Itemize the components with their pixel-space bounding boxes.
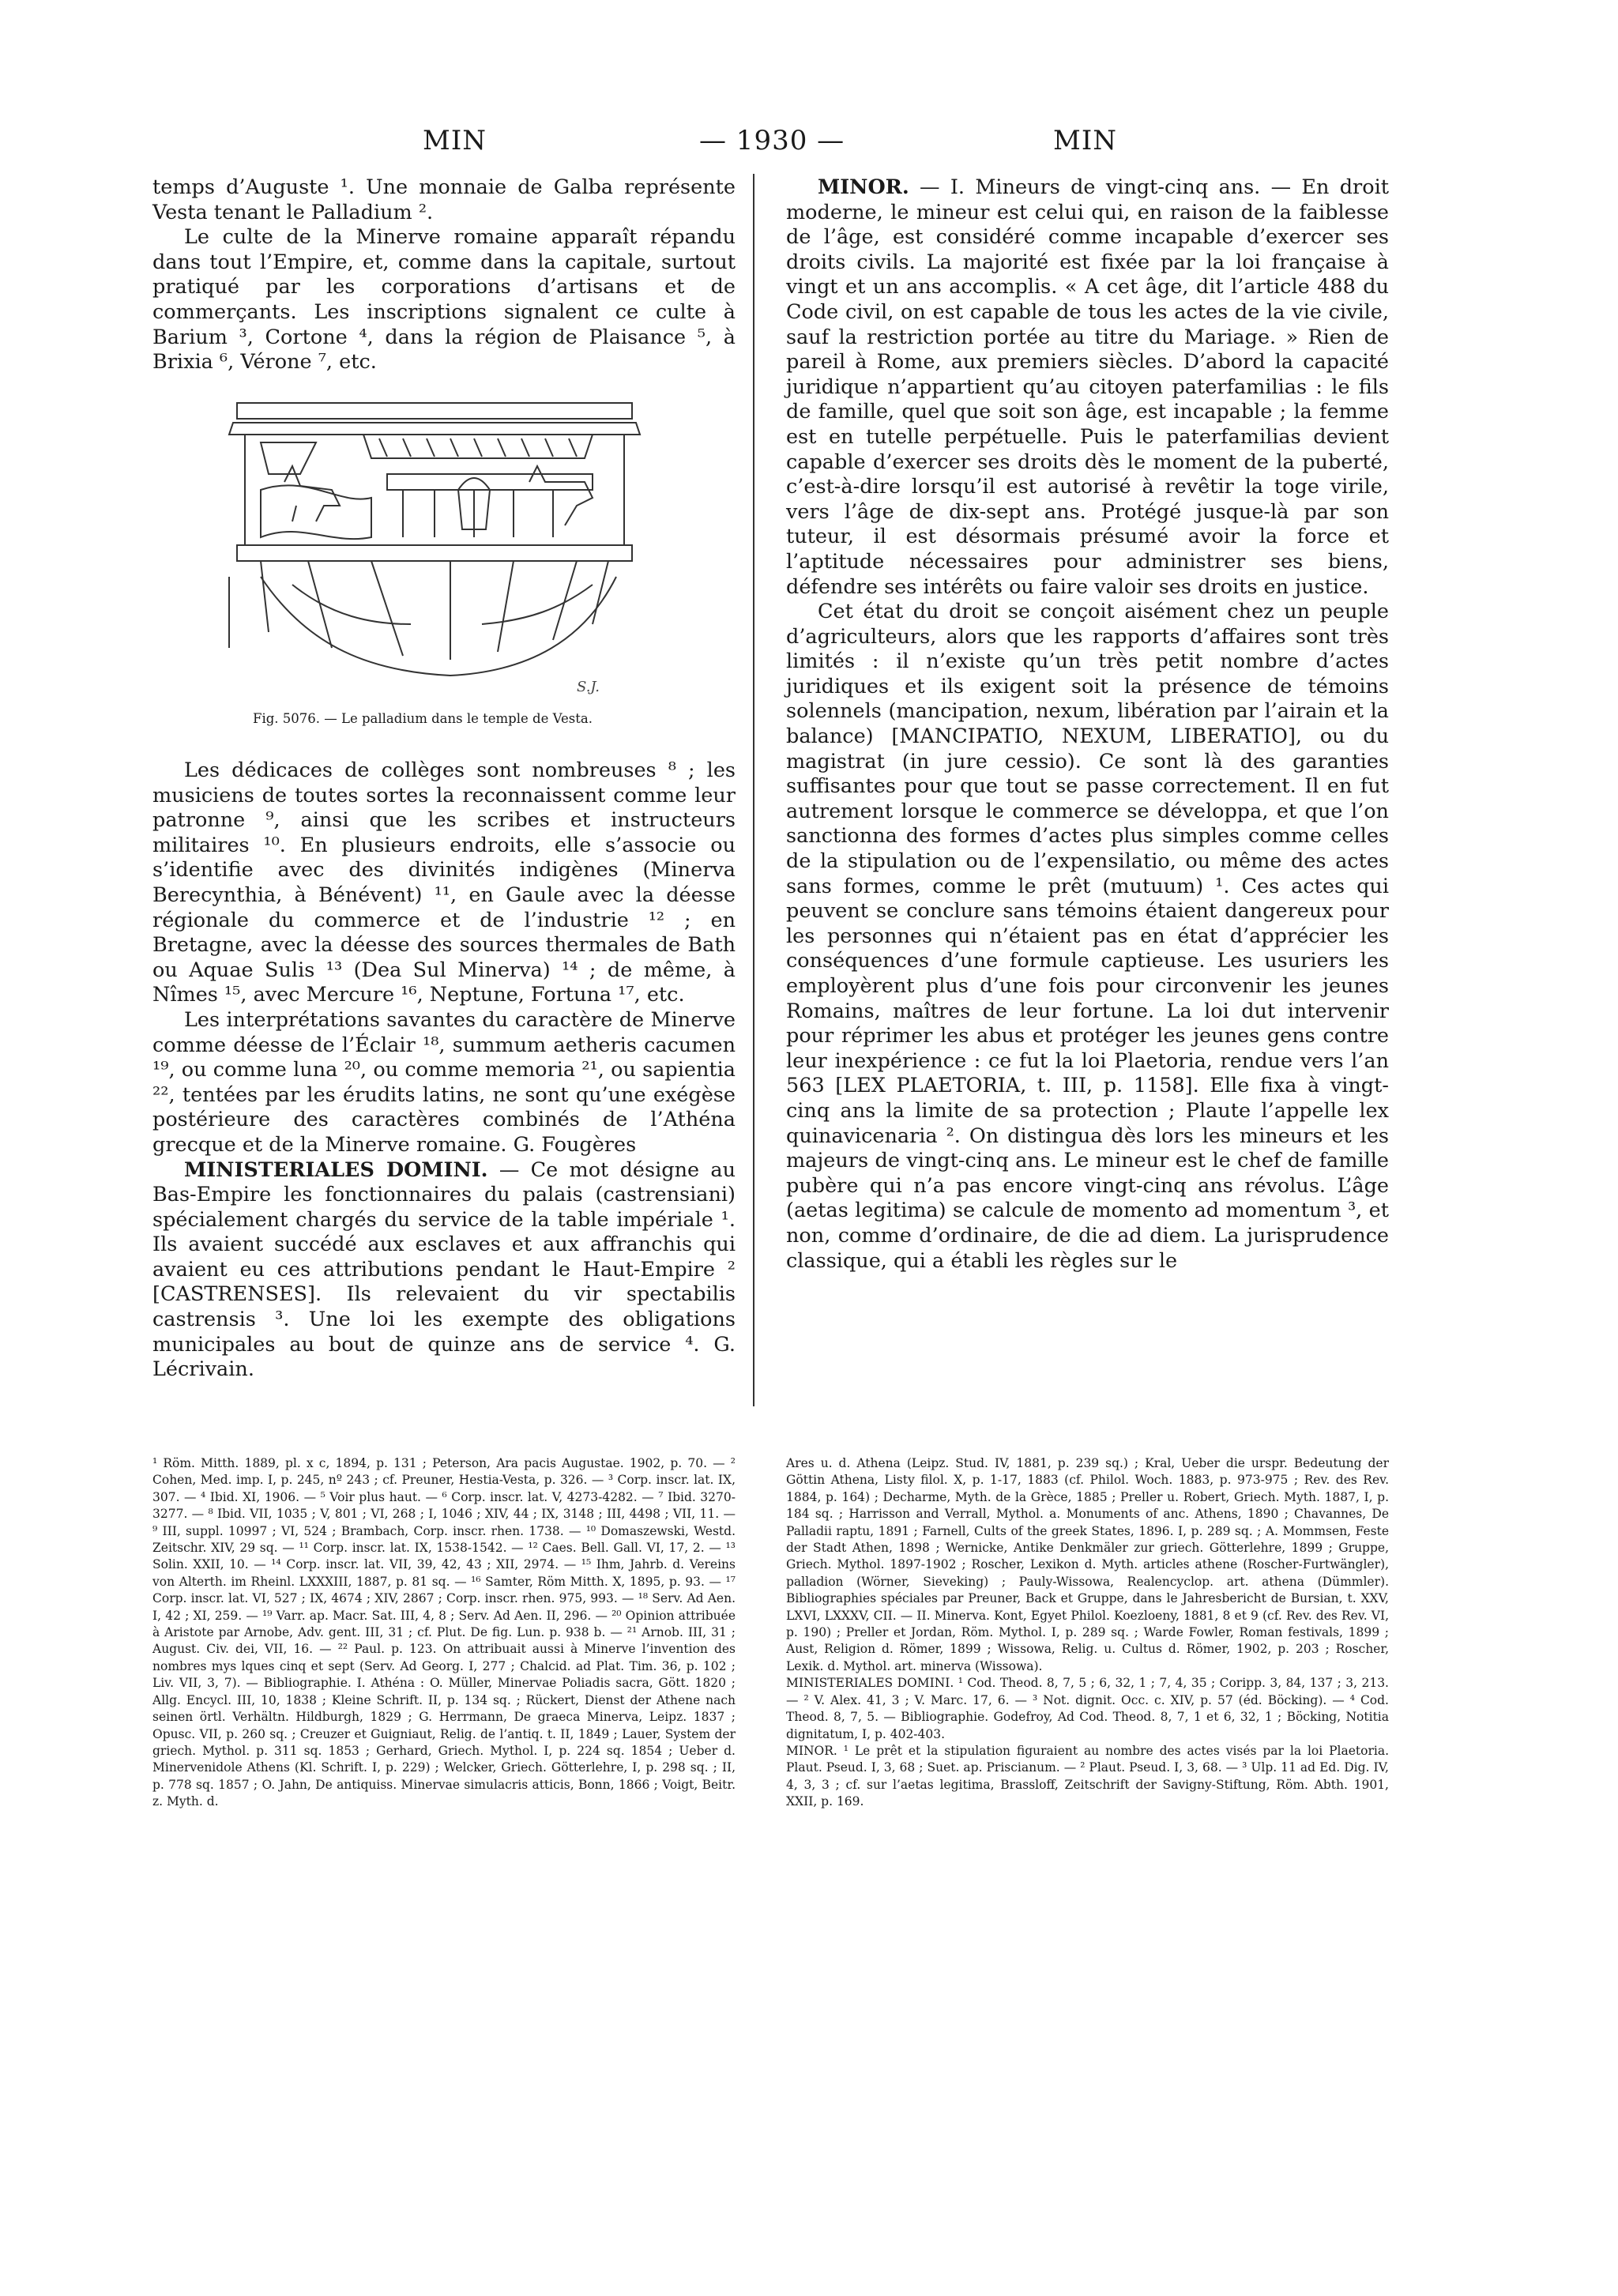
footnotes-left <box>152 1455 736 1811</box>
minor-entry <box>786 175 1389 600</box>
signature-mark: S.J. <box>577 679 600 695</box>
right-column <box>786 175 1389 1274</box>
footnotes-right <box>786 1455 1389 1811</box>
column-divider <box>753 174 754 1406</box>
footnote-block: ¹ Röm. Mitth. 1889, pl. x c, 1894, p. 131 ; Peterson, Ara pacis Augustae. 1902, p. 70. — ² Cohen, Med. imp. I, p. 245, nº 243 ; cf. Preuner, Hestia-Vesta, p. 326. — ³ Corp. inscr. lat. IX, 307. — ⁴ Ibid. XI, 1906. — ⁵ Voir plus haut. — ⁶ Corp. inscr. lat. V, 4273-4282. — ⁷ Ibid. 3270-3277. — ⁸ Ibid. VII, 1035 ; V, 801 ; VI, 268 ; I, 1046 ; XIV, 44 ; IX, 3148 ; III, 4498 ; VII, 11. — ⁹ III, suppl. 10997 ; VI, 524 ; Brambach, Corp. inscr. rhen. 1738. — ¹⁰ Domaszewski, Westd. Zeitschr. XIV, 29 sq. — ¹¹ Corp. inscr. lat. IX, 1538-1542. — ¹² Caes. Bell. Gall. VI, 17, 2. — ¹³ Solin. XXII, 10. — ¹⁴ Corp. inscr. lat. VII, 39, 42, 43 ; XII, 2974. — ¹⁵ Ihm, Jahrb. d. Vereins von Alterth. im Rheinl. LXXXIII, 1887, p. 81 sq. — ¹⁶ Samter, Röm Mitth. X, 1895, p. 93. — ¹⁷ Corp. inscr. lat. VI, 527 ; IX, 4674 ; XIV, 2867 ; Corp. inscr. rhen. 975, 993. — ¹⁸ Serv. Ad Aen. I, 42 ; XI, 259. — ¹⁹ Varr. ap. Macr. Sat. III, 4, 8 ; Serv. Ad Aen. II, 296. — ²⁰ Opinion attribuée à Aristote par Arnobe, Adv. gent. III, 31 ; cf. Plut. De fig. Lun. p. 938 b. — ²¹ Arnob. III, 31 ; August. Civ. dei, VII, 16. — ²² Paul. p. 123. On attribuait aussi à Minerve l’invention des nombres mys lques cinq et sept (Serv. Ad Georg. I, 277 ; Chalcid. ad Plat. Tim. 36, p. 102 ; Liv. VII, 3, 7). — Bibliographie. I. Athéna : O. Müller, Minervae Poliadis sacra, Gött. 1820 ; Allg. Encycl. III, 10, 1838 ; Kleine Schrift. II, p. 134 sq. ; Rückert, Dienst der Athene nach seinen örtl. Verhältn. Hildburgh, 1829 ; G. Herrmann, De graeca Minerva, Leipz. 1837 ; Opusc. VII, p. 260 sq. ; Creuzer et Guigniaut, Relig. de l’antiq. t. II, 1849 ; Lauer, System der griech. Mythol. p. 311 sq. 1853 ; Gerhard, Griech. Mythol. I, p. 224 sq. 1854 ; Ueber d. Minervenidole Athens (Kl. Schrift. I, p. 229) ; Welcker, Griech. Götterlehre, I, p. 298 sq. ; II, p. 778 sq. 1857 ; O. Jahn, De antiquiss. Minervae simulacris atticis, Bonn, 1866 ; Voigt, Beitr. z. Myth. d. <box>152 1456 736 1809</box>
paragraph: Les interprétations savantes du caractère de Minerve comme déesse de l’Éclair ¹⁸, summum aetheris cacumen ¹⁹, ou comme luna ²⁰, ou comme memoria ²¹, ou sapientia ²², tentées par les érudits latins, ne sont qu’une exégèse postérieure des caractères combinés de l’Athéna grecque et de la Minerve romaine. G. Fougères <box>152 1007 736 1157</box>
page-number: — 1930 — <box>699 125 845 156</box>
figure-caption: Fig. 5076. — Le palladium dans le temple de Vesta. <box>253 711 593 726</box>
running-head-left: MIN <box>423 125 487 156</box>
footnote-block: MINISTERIALES DOMINI. ¹ Cod. Theod. 8, 7, 5 ; 6, 32, 1 ; 7, 4, 35 ; Coripp. 3, 84, 137 ; 3, 213. — ² V. Alex. 41, 3 ; V. Marc. 17, 6. — ³ Not. dignit. Occ. c. XIV, p. 57 (éd. Böcking). — ⁴ Cod. Theod. 8, 7, 5. — Bibliographie. Godefroy, Ad Cod. Theod. 8, 7, 1 et 6, 32, 1 ; Böcking, Notitia dignitatum, I, p. 402-403. <box>786 1676 1389 1741</box>
ministeriales-entry <box>152 1158 736 1383</box>
footnote-block: Ares u. d. Athena (Leipz. Stud. IV, 1881, p. 239 sq.) ; Kral, Ueber die urspr. Bedeutung der Göttin Athena, Listy filol. X, p. 1-17, 1883 (cf. Philol. Woch. 1883, p. 973-975 ; Rev. des Rev. 1884, p. 164) ; Decharme, Myth. de la Grèce, 1885 ; Preller u. Robert, Griech. Myth. 1887, I, p. 184 sq. ; Harrisson and Verrall, Mythol. a. Monuments of anc. Athens, 1890 ; Chavannes, De Palladii raptu, 1891 ; Farnell, Cults of the greek States, 1896. I, p. 289 sq. ; A. Mommsen, Feste der Stadt Athen, 1898 ; Wernicke, Antike Denkmäler zur griech. Götterlehre, 1899 ; Gruppe, Griech. Mythol. 1897-1902 ; Roscher, Lexikon d. Myth. articles athene (Roscher-Furtwängler), palladion (Wörner, Sieveking) ; Pauly-Wissowa, Realencyclop. art. athena (Dümmler). Bibliographies spéciales par Preuner, Back et Gruppe, dans le Jahresbericht de Bursian, t. XXV, LXVI, LXXXV, CII. — II. Minerva. Kont, Egyet Philol. Koezloeny, 1881, 8 et 9 (cf. Rev. des Rev. VI, p. 190) ; Preller et Jordan, Röm. Mythol. I, p. 289 sq. ; Warde Fowler, Roman festivals, 1899 ; Aust, Religion d. Römer, 1899 ; Wissowa, Relig. u. Cultus d. Römer, 1902, p. 203 ; Roscher, Lexik. d. Mythol. art. minerva (Wissowa). <box>786 1456 1389 1673</box>
running-head-right: MIN <box>1053 125 1117 156</box>
entry-title: MINOR. <box>818 175 909 199</box>
footnote-block: MINOR. ¹ Le prêt et la stipulation figuraient au nombre des actes visés par la loi Plaetoria. Plaut. Pseud. I, 3, 68 ; Suet. ap. Priscianum. — ² Plaut. Pseud. I, 3, 68. — ³ Ulp. 11 ad Ed. Dig. IV, 4, 3, 3 ; cf. sur l’aetas legitima, Brassloff, Zeitschrift der Savigny-Stiftung, Röm. Abth. 1901, XXII, p. 169. <box>786 1743 1389 1809</box>
paragraph: Cet état du droit se conçoit aisément chez un peuple d’agriculteurs, alors que les rapports d’affaires sont très limités : il n’existe qu’un très petit nombre d’actes juridiques et ils exigent soit la présence de témoins solennels (mancipation, nexum, libération par l’airain et la balance) [MANCIPATIO, NEXUM, LIBERATIO], ou du magistrat (in jure cessio). Ce sont là des garanties suffisantes pour que tout se passe correctement. Il en fut autrement lorsque le commerce se développa, et que l’on sanctionna des formes d’actes plus simples comme celles de la stipulation ou de l’expensilatio, ou même des actes sans formes, comme le prêt (mutuum) ¹. Ces actes qui peuvent se conclure sans témoins étaient dangereux pour les personnes qui n’étaient pas en état d’apprécier les conséquences d’une formule captieuse. Les usuriers les employèrent plus d’une fois pour circonvenir les jeunes Romains, maîtres de leur fortune. La loi dut intervenir pour réprimer les abus et protéger les jeunes gens contre leur inexpérience : ce fut la loi Plaetoria, rendue vers l’an 563 [LEX PLAETORIA, t. III, p. 1158]. Elle fixa à vingt-cinq ans la limite de sa protection ; Plaute l’appelle lex quinavicenaria ². On distingua dès lors les mineurs et les majeurs de vingt-cinq ans. Le mineur est le chef de famille pubère qui n’a pas encore vingt-cinq ans révolus. L’âge (aetas legitima) se calcule de momento ad momentum ³, et non, comme d’ordinaire, de die ad diem. La jurisprudence classique, qui a établi les règles sur le <box>786 600 1389 1273</box>
entry-text: — I. Mineurs de vingt-cinq ans. — En droit moderne, le mineur est celui qui, en raison de la faiblesse de l’âge, est considéré comme incapable d’exercer ses droits civils. La majorité est fixée par la loi française à vingt et un ans accomplis. « A cet âge, dit l’article 488 du Code civil, on est capable de tous les actes de la vie civile, sauf la restriction portée au titre du Mariage. » Rien de pareil à Rome, aux premiers siècles. D’abord la capacité juridique n’appartient qu’au citoyen paterfamilias : le fils de famille, quel que soit son âge, est incapable ; la femme est en tutelle perpétuelle. Puis le paterfamilias devient capable d’exercer ses droits dès le moment de la puberté, c’est-à-dire lorsqu’il est autorisé à revêtir la toge virile, vers l’âge de dix-sept ans. Protégé jusque-là par son tuteur, il est désormais présumé avoir la force et l’aptitude nécessaires pour administrer ses biens, défendre ses intérêts ou faire valoir ses droits en justice. <box>786 175 1389 599</box>
left-column-top <box>152 175 736 375</box>
left-column-bottom <box>152 758 736 1383</box>
paragraph: temps d’Auguste ¹. Une monnaie de Galba représente Vesta tenant le Palladium ². <box>152 175 736 224</box>
paragraph: Le culte de la Minerve romaine apparaît répandu dans tout l’Empire, et, comme dans la capitale, surtout pratiqué par les corporations d’artisans et de commerçants. Les inscriptions signalent ce culte à Barium ³, Cortone ⁴, dans la région de Plaisance ⁵, à Brixia ⁶, Vérone ⁷, etc. <box>152 225 736 375</box>
paragraph: Les dédicaces de collèges sont nombreuses ⁸ ; les musiciens de toutes sortes la reconnaissent comme leur patronne ⁹, ainsi que les scribes et instructeurs militaires ¹⁰. En plusieurs endroits, elle s’associe ou s’identifie avec des divinités indigènes (Minerva Berecynthia, à Bénévent) ¹¹, en Gaule avec la déesse régionale du commerce et de l’industrie ¹² ; en Bretagne, avec la déesse des sources thermales de Bath ou Aquae Sulis ¹³ (Dea Sul Minerva) ¹⁴ ; de même, à Nîmes ¹⁵, avec Mercure ¹⁶, Neptune, Fortuna ¹⁷, etc. <box>152 758 736 1007</box>
entry-text: — Ce mot désigne au Bas-Empire les fonctionnaires du palais (castrensiani) spécialement chargés du service de la table impériale ¹. Ils avaient succédé aux esclaves et aux affranchis qui avaient eu ces attributions pendant le Haut-Empire ² [CASTRENSES]. Ils relevaient du vir spectabilis castrensis ³. Une loi les exempte des obligations municipales au bout de quinze ans de service ⁴. G. Lécrivain. <box>152 1157 736 1382</box>
palladium-figure <box>213 387 656 699</box>
entry-title: MINISTERIALES DOMINI. <box>184 1157 488 1182</box>
